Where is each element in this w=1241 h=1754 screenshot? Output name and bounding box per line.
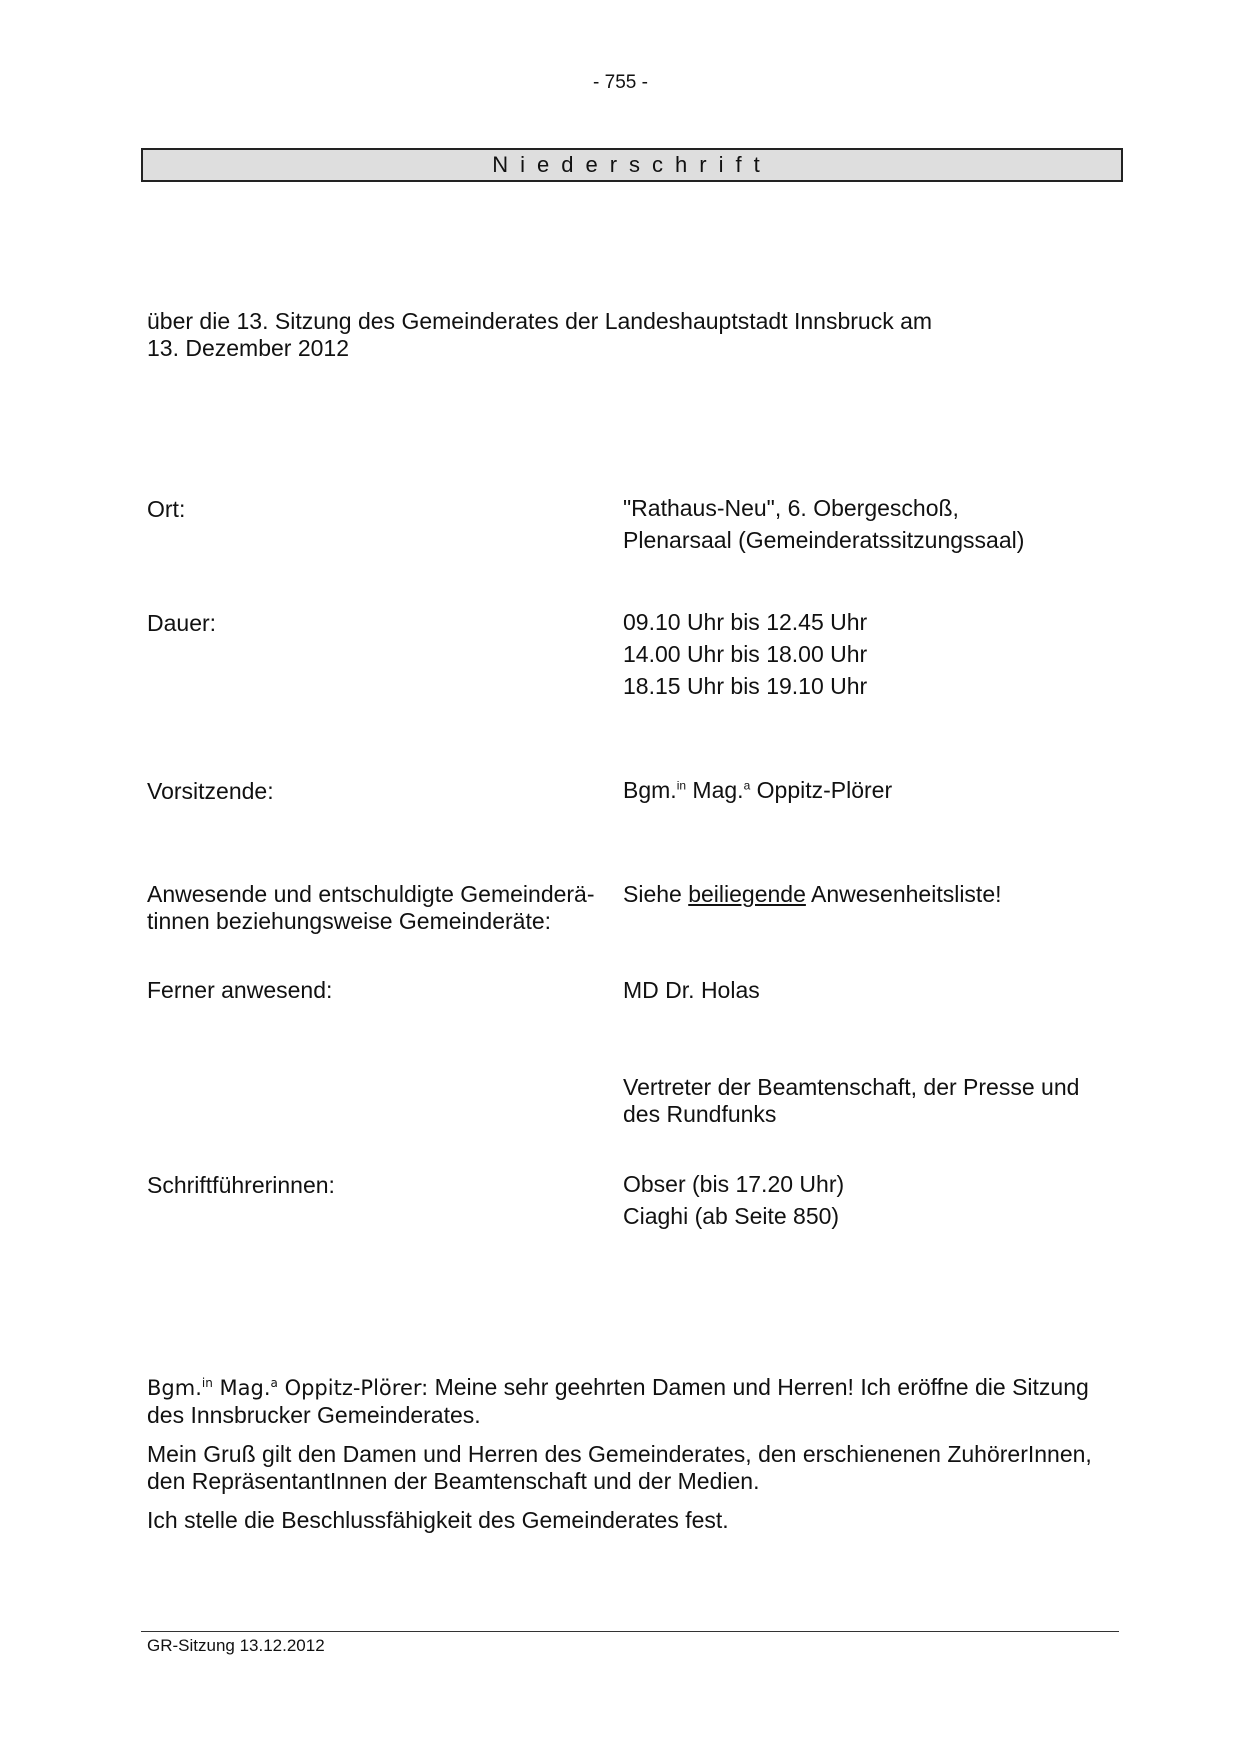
- value-anwesende-pre: Siehe: [623, 881, 682, 907]
- value-ort-line: Plenarsaal (Gemeinderatssitzungssaal): [623, 527, 1025, 553]
- title-bgm: Bgm.: [623, 777, 677, 803]
- label-anwesende-line: Anwesende und entschuldigte Gemeinderä-: [147, 881, 595, 907]
- speech-paragraph: [147, 1374, 1107, 1429]
- document-title: Niederschrift: [141, 148, 1123, 182]
- intro-text: [147, 308, 932, 362]
- chair-name: Oppitz-Plörer: [756, 777, 893, 803]
- speech-text: Meine sehr geehrten Damen und Herren! Ich eröffne die Sitzung: [434, 1374, 1089, 1400]
- speech-paragraph: [147, 1507, 1107, 1534]
- value-dauer: [623, 606, 867, 702]
- footer-divider: [141, 1631, 1119, 1632]
- speech-text: den RepräsentantInnen der Beamtenschaft und der Medien.: [147, 1468, 760, 1494]
- speech-text: des Innsbrucker Gemeinderates.: [147, 1402, 481, 1428]
- speech-text: Mein Gruß gilt den Damen und Herren des Gemeinderates, den erschienenen ZuhörerInnen,: [147, 1441, 1092, 1467]
- title-mag: Mag.: [692, 777, 744, 803]
- value-ferner-1: MD Dr. Holas: [623, 977, 760, 1003]
- value-anwesende-post: Anwesenheitsliste!: [811, 881, 1002, 907]
- speaker-mag-sup: a: [270, 1376, 278, 1390]
- speech-block: [147, 1374, 1107, 1546]
- label-ferner: Ferner anwesend:: [147, 977, 333, 1003]
- value-ort-line: "Rathaus-Neu", 6. Obergeschoß,: [623, 495, 959, 521]
- speaker: [147, 1376, 428, 1400]
- speaker-bgm: Bgm.: [147, 1376, 202, 1400]
- label-anwesende-line: tinnen beziehungsweise Gemeinderäte:: [147, 908, 552, 934]
- value-ort: [623, 492, 1024, 556]
- label-schrift: Schriftführerinnen:: [147, 1172, 335, 1198]
- attendance-list-link[interactable]: beiliegende: [688, 881, 806, 907]
- value-dauer-line: 18.15 Uhr bis 19.10 Uhr: [623, 673, 868, 699]
- value-ferner-2-line: Vertreter der Beamtenschaft, der Presse und: [623, 1074, 1080, 1100]
- intro-line-1: über die 13. Sitzung des Gemeinderates der Landeshauptstadt Innsbruck am: [147, 308, 933, 334]
- value-dauer-line: 09.10 Uhr bis 12.45 Uhr: [623, 609, 868, 635]
- speech-text: Ich stelle die Beschlussfähigkeit des Gemeinderates fest.: [147, 1507, 729, 1533]
- footer: GR-Sitzung 13.12.2012: [147, 1636, 325, 1655]
- value-dauer-line: 14.00 Uhr bis 18.00 Uhr: [623, 641, 868, 667]
- label-anwesende: [147, 881, 595, 935]
- label-dauer: Dauer:: [147, 610, 217, 636]
- page-number: - 755 -: [593, 72, 648, 93]
- value-schrift-line: Obser (bis 17.20 Uhr): [623, 1171, 845, 1197]
- speaker-name: Oppitz-Plörer:: [284, 1376, 429, 1400]
- intro-line-2: 13. Dezember 2012: [147, 335, 350, 361]
- value-vorsitzende: [623, 774, 892, 806]
- speaker-mag: Mag.: [219, 1376, 271, 1400]
- speaker-bgm-sup: in: [201, 1376, 213, 1390]
- speech-paragraph: [147, 1441, 1107, 1495]
- label-vorsitzende: Vorsitzende:: [147, 778, 274, 804]
- title-mag-sup: a: [743, 778, 751, 793]
- label-ort: Ort:: [147, 496, 186, 522]
- value-schrift: [623, 1168, 844, 1232]
- value-ferner-2: [623, 1074, 1079, 1128]
- value-ferner-2-line: des Rundfunks: [623, 1101, 777, 1127]
- value-schrift-line: Ciaghi (ab Seite 850): [623, 1203, 840, 1229]
- value-anwesende: [623, 881, 1002, 908]
- title-bgm-sup: in: [676, 778, 687, 793]
